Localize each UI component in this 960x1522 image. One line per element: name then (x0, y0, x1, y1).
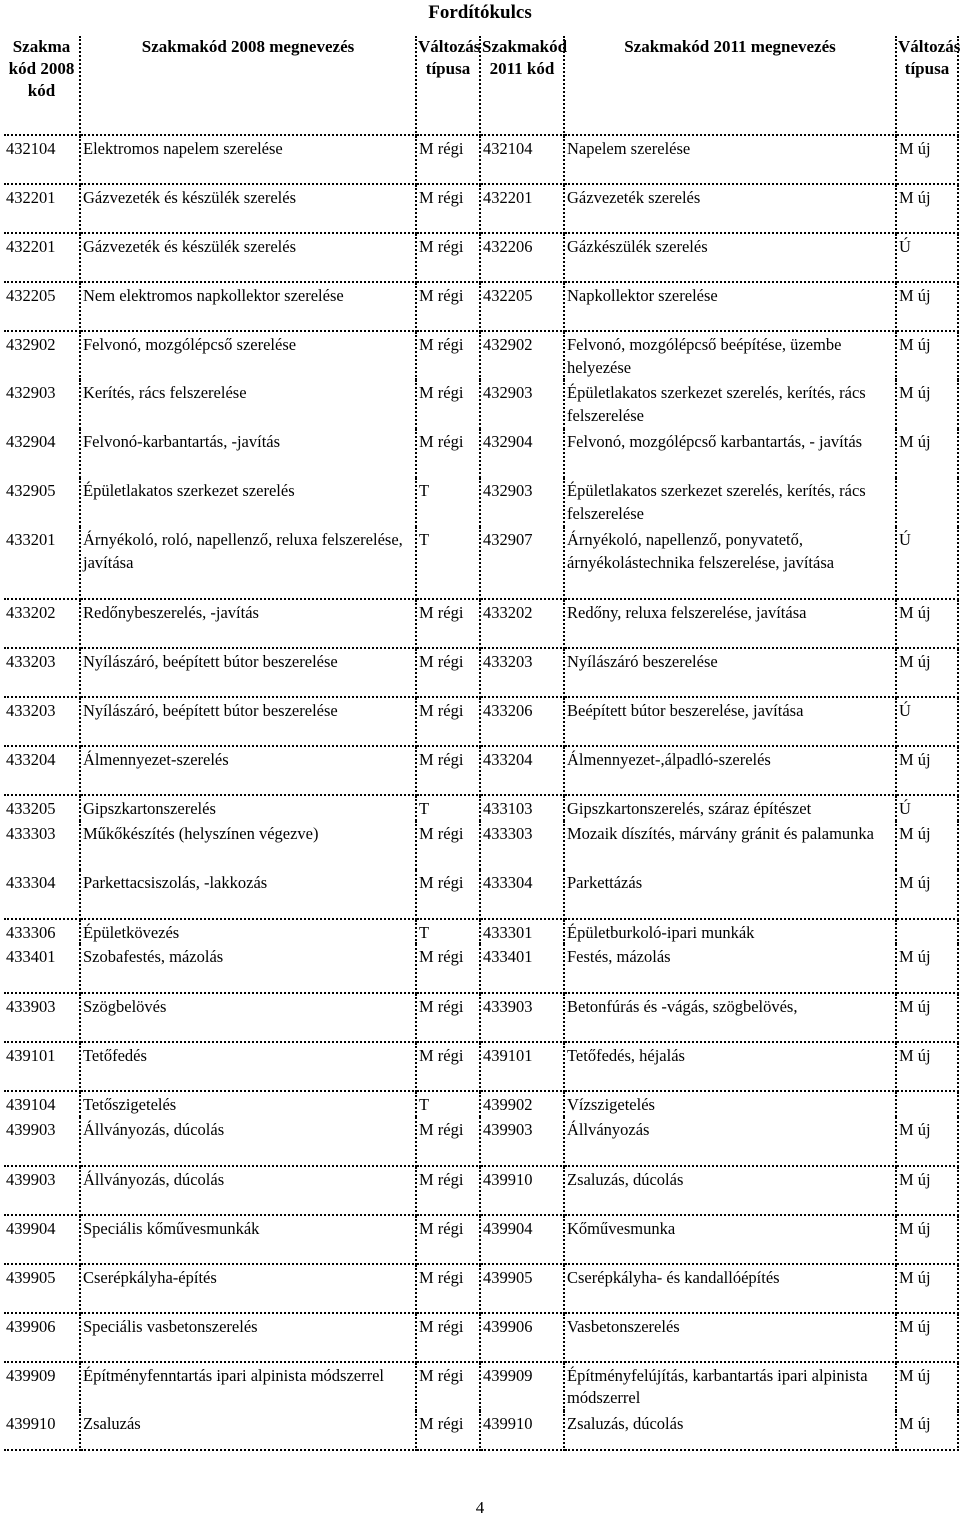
name-2011: Nyílászáró beszerelése (564, 648, 896, 697)
name-2011: Vízszigetelés (564, 1091, 896, 1117)
name-2008: Cserépkályha-építés (80, 1264, 416, 1313)
table-row (4, 870, 958, 919)
name-2011: Napelem szerelése (564, 135, 896, 184)
change-type-old: M régi (416, 1042, 480, 1091)
table-row (4, 1166, 958, 1215)
name-2011: Napkollektor szerelése (564, 282, 896, 331)
change-type-old: M régi (416, 746, 480, 795)
name-2008: Műkőkészítés (helyszínen végezve) (80, 821, 416, 870)
change-type-new: Ú (896, 527, 958, 599)
change-type-new: M új (896, 1166, 958, 1215)
table-row (4, 527, 958, 599)
change-type-old: M régi (416, 599, 480, 648)
name-2011: Gázkészülék szerelés (564, 233, 896, 282)
change-type-new (896, 478, 958, 527)
header-code-2011: Szakmakód 2011 kód (480, 36, 564, 135)
code-2011: 432205 (480, 282, 564, 331)
change-type-old: T (416, 919, 480, 945)
change-type-new: M új (896, 993, 958, 1042)
table-row (4, 993, 958, 1042)
change-type-old: M régi (416, 233, 480, 282)
name-2008: Speciális vasbetonszerelés (80, 1313, 416, 1362)
code-2008: 439104 (4, 1091, 80, 1117)
table-row (4, 1362, 958, 1411)
change-type-old: M régi (416, 1411, 480, 1450)
change-type-new: M új (896, 870, 958, 919)
code-2008: 433201 (4, 527, 80, 599)
name-2008: Kerítés, rács felszerelése (80, 380, 416, 429)
page-title: Fordítókulcs (428, 2, 532, 23)
code-2011: 432104 (480, 135, 564, 184)
change-type-old: M régi (416, 870, 480, 919)
code-2008: 433304 (4, 870, 80, 919)
table-row (4, 233, 958, 282)
name-2008: Felvonó-karbantartás, -javítás (80, 429, 416, 478)
code-2008: 439101 (4, 1042, 80, 1091)
code-2008: 432904 (4, 429, 80, 478)
table-body (4, 135, 958, 1450)
table-row (4, 746, 958, 795)
change-type-old: T (416, 795, 480, 821)
name-2008: Szögbelövés (80, 993, 416, 1042)
conversion-key-table (4, 36, 959, 1451)
change-type-old: M régi (416, 697, 480, 746)
change-type-new: M új (896, 821, 958, 870)
code-2008: 432201 (4, 184, 80, 233)
code-2008: 433202 (4, 599, 80, 648)
header-code-2008: Szakma kód 2008 kód (4, 36, 80, 135)
table-row (4, 380, 958, 429)
change-type-old: M régi (416, 429, 480, 478)
name-2008: Épületlakatos szerkezet szerelés (80, 478, 416, 527)
name-2008: Parkettacsiszolás, -lakkozás (80, 870, 416, 919)
name-2011: Épületlakatos szerkezet szerelés, kerítés, rács felszerelése (564, 478, 896, 527)
change-type-old: M régi (416, 821, 480, 870)
name-2008: Nem elektromos napkollektor szerelése (80, 282, 416, 331)
change-type-old: T (416, 527, 480, 599)
name-2011: Felvonó, mozgólépcső beépítése, üzembe helyezése (564, 331, 896, 380)
code-2008: 432205 (4, 282, 80, 331)
name-2011: Redőny, reluxa felszerelése, javítása (564, 599, 896, 648)
change-type-new: M új (896, 380, 958, 429)
change-type-new: M új (896, 184, 958, 233)
table-row (4, 821, 958, 870)
code-2011: 432907 (480, 527, 564, 599)
name-2011: Betonfúrás és -vágás, szögbelövés, (564, 993, 896, 1042)
change-type-new: M új (896, 648, 958, 697)
code-2011: 432904 (480, 429, 564, 478)
change-type-new: M új (896, 282, 958, 331)
name-2008: Nyílászáró, beépített bútor beszerelése (80, 648, 416, 697)
change-type-new: M új (896, 746, 958, 795)
name-2008: Árnyékoló, roló, napellenző, reluxa felszerelése, javítása (80, 527, 416, 599)
code-2011: 433206 (480, 697, 564, 746)
code-2011: 432903 (480, 478, 564, 527)
code-2008: 433306 (4, 919, 80, 945)
code-2008: 439906 (4, 1313, 80, 1362)
table-row (4, 599, 958, 648)
code-2011: 433203 (480, 648, 564, 697)
name-2008: Építményfenntartás ipari alpinista módszerrel (80, 1362, 416, 1411)
table-row (4, 1215, 958, 1264)
change-type-old: M régi (416, 648, 480, 697)
name-2008: Gázvezeték és készülék szerelés (80, 233, 416, 282)
change-type-new: M új (896, 1042, 958, 1091)
name-2011: Állványozás (564, 1117, 896, 1166)
change-type-old: M régi (416, 184, 480, 233)
name-2011: Gázvezeték szerelés (564, 184, 896, 233)
code-2008: 432201 (4, 233, 80, 282)
code-2011: 433103 (480, 795, 564, 821)
name-2008: Szobafestés, mázolás (80, 944, 416, 993)
change-type-new: M új (896, 135, 958, 184)
code-2011: 439902 (480, 1091, 564, 1117)
change-type-new: M új (896, 1313, 958, 1362)
name-2011: Kőművesmunka (564, 1215, 896, 1264)
code-2011: 432201 (480, 184, 564, 233)
code-2011: 439905 (480, 1264, 564, 1313)
change-type-new: M új (896, 331, 958, 380)
change-type-old: M régi (416, 993, 480, 1042)
name-2011: Zsaluzás, dúcolás (564, 1411, 896, 1450)
change-type-new: M új (896, 429, 958, 478)
code-2008: 432903 (4, 380, 80, 429)
code-2011: 433401 (480, 944, 564, 993)
code-2011: 439909 (480, 1362, 564, 1411)
code-2011: 439906 (480, 1313, 564, 1362)
code-2008: 432905 (4, 478, 80, 527)
name-2011: Álmennyezet-,álpadló-szerelés (564, 746, 896, 795)
change-type-old: T (416, 1091, 480, 1117)
change-type-new (896, 1091, 958, 1117)
name-2011: Árnyékoló, napellenző, ponyvatető, árnyékolástechnika felszerelése, javítása (564, 527, 896, 599)
change-type-old: T (416, 478, 480, 527)
table-row (4, 1117, 958, 1166)
code-2008: 439903 (4, 1166, 80, 1215)
name-2011: Zsaluzás, dúcolás (564, 1166, 896, 1215)
code-2011: 432206 (480, 233, 564, 282)
table-row (4, 648, 958, 697)
name-2008: Álmennyezet-szerelés (80, 746, 416, 795)
table-row (4, 184, 958, 233)
name-2011: Vasbetonszerelés (564, 1313, 896, 1362)
code-2008: 433203 (4, 697, 80, 746)
code-2008: 432104 (4, 135, 80, 184)
header-change-type-old: Változás típusa (416, 36, 480, 135)
code-2011: 433301 (480, 919, 564, 945)
change-type-new: Ú (896, 795, 958, 821)
code-2008: 433401 (4, 944, 80, 993)
table-row (4, 1091, 958, 1117)
name-2008: Állványozás, dúcolás (80, 1117, 416, 1166)
table-row (4, 795, 958, 821)
name-2008: Nyílászáró, beépített bútor beszerelése (80, 697, 416, 746)
table-row (4, 944, 958, 993)
name-2011: Felvonó, mozgólépcső karbantartás, - javítás (564, 429, 896, 478)
table-row (4, 1264, 958, 1313)
code-2008: 439910 (4, 1411, 80, 1450)
change-type-new: M új (896, 1362, 958, 1411)
change-type-old: M régi (416, 1117, 480, 1166)
change-type-new: M új (896, 1411, 958, 1450)
change-type-new: M új (896, 599, 958, 648)
change-type-old: M régi (416, 1362, 480, 1411)
code-2008: 439903 (4, 1117, 80, 1166)
code-2008: 439909 (4, 1362, 80, 1411)
change-type-old: M régi (416, 331, 480, 380)
name-2008: Tetőszigetelés (80, 1091, 416, 1117)
code-2008: 433204 (4, 746, 80, 795)
table-row (4, 429, 958, 478)
change-type-old: M régi (416, 1215, 480, 1264)
table-row (4, 1411, 958, 1450)
code-2008: 433205 (4, 795, 80, 821)
header-name-2008: Szakmakód 2008 megnevezés (80, 36, 416, 135)
code-2011: 432903 (480, 380, 564, 429)
table-row (4, 282, 958, 331)
name-2008: Felvonó, mozgólépcső szerelése (80, 331, 416, 380)
name-2011: Parkettázás (564, 870, 896, 919)
name-2008: Állványozás, dúcolás (80, 1166, 416, 1215)
code-2011: 433204 (480, 746, 564, 795)
name-2011: Gipszkartonszerelés, száraz építészet (564, 795, 896, 821)
name-2011: Festés, mázolás (564, 944, 896, 993)
change-type-new: M új (896, 1117, 958, 1166)
change-type-old: M régi (416, 135, 480, 184)
name-2008: Gipszkartonszerelés (80, 795, 416, 821)
code-2011: 432902 (480, 331, 564, 380)
code-2008: 432902 (4, 331, 80, 380)
name-2008: Speciális kőművesmunkák (80, 1215, 416, 1264)
name-2008: Tetőfedés (80, 1042, 416, 1091)
header-row (4, 36, 958, 135)
table-row (4, 919, 958, 945)
header-change-type-new: Változás típusa (896, 36, 958, 135)
change-type-new: M új (896, 944, 958, 993)
table-row (4, 697, 958, 746)
change-type-new: M új (896, 1215, 958, 1264)
code-2011: 433303 (480, 821, 564, 870)
code-2011: 439910 (480, 1411, 564, 1450)
code-2008: 433203 (4, 648, 80, 697)
change-type-new (896, 919, 958, 945)
change-type-old: M régi (416, 1313, 480, 1362)
table-row (4, 1313, 958, 1362)
change-type-old: M régi (416, 1264, 480, 1313)
name-2011: Épületburkoló-ipari munkák (564, 919, 896, 945)
name-2011: Beépített bútor beszerelése, javítása (564, 697, 896, 746)
name-2011: Mozaik díszítés, márvány gránit és palamunka (564, 821, 896, 870)
table-row (4, 135, 958, 184)
name-2008: Elektromos napelem szerelése (80, 135, 416, 184)
code-2008: 433303 (4, 821, 80, 870)
name-2011: Építményfelújítás, karbantartás ipari alpinista módszerrel (564, 1362, 896, 1411)
table-row (4, 478, 958, 527)
table-row (4, 331, 958, 380)
name-2011: Épületlakatos szerkezet szerelés, kerítés, rács felszerelése (564, 380, 896, 429)
code-2008: 433903 (4, 993, 80, 1042)
code-2011: 439904 (480, 1215, 564, 1264)
change-type-new: M új (896, 1264, 958, 1313)
change-type-old: M régi (416, 380, 480, 429)
change-type-old: M régi (416, 282, 480, 331)
code-2011: 433304 (480, 870, 564, 919)
name-2008: Épületkövezés (80, 919, 416, 945)
table-row (4, 1042, 958, 1091)
code-2008: 439904 (4, 1215, 80, 1264)
header-name-2011: Szakmakód 2011 megnevezés (564, 36, 896, 135)
code-2011: 433202 (480, 599, 564, 648)
code-2011: 439903 (480, 1117, 564, 1166)
name-2011: Tetőfedés, héjalás (564, 1042, 896, 1091)
name-2008: Gázvezeték és készülék szerelés (80, 184, 416, 233)
change-type-old: M régi (416, 1166, 480, 1215)
name-2008: Zsaluzás (80, 1411, 416, 1450)
change-type-new: Ú (896, 233, 958, 282)
page-number: 4 (475, 1498, 485, 1517)
code-2008: 439905 (4, 1264, 80, 1313)
change-type-new: Ú (896, 697, 958, 746)
name-2008: Redőnybeszerelés, -javítás (80, 599, 416, 648)
code-2011: 439910 (480, 1166, 564, 1215)
code-2011: 433903 (480, 993, 564, 1042)
name-2011: Cserépkályha- és kandallóépítés (564, 1264, 896, 1313)
change-type-old: M régi (416, 944, 480, 993)
code-2011: 439101 (480, 1042, 564, 1091)
